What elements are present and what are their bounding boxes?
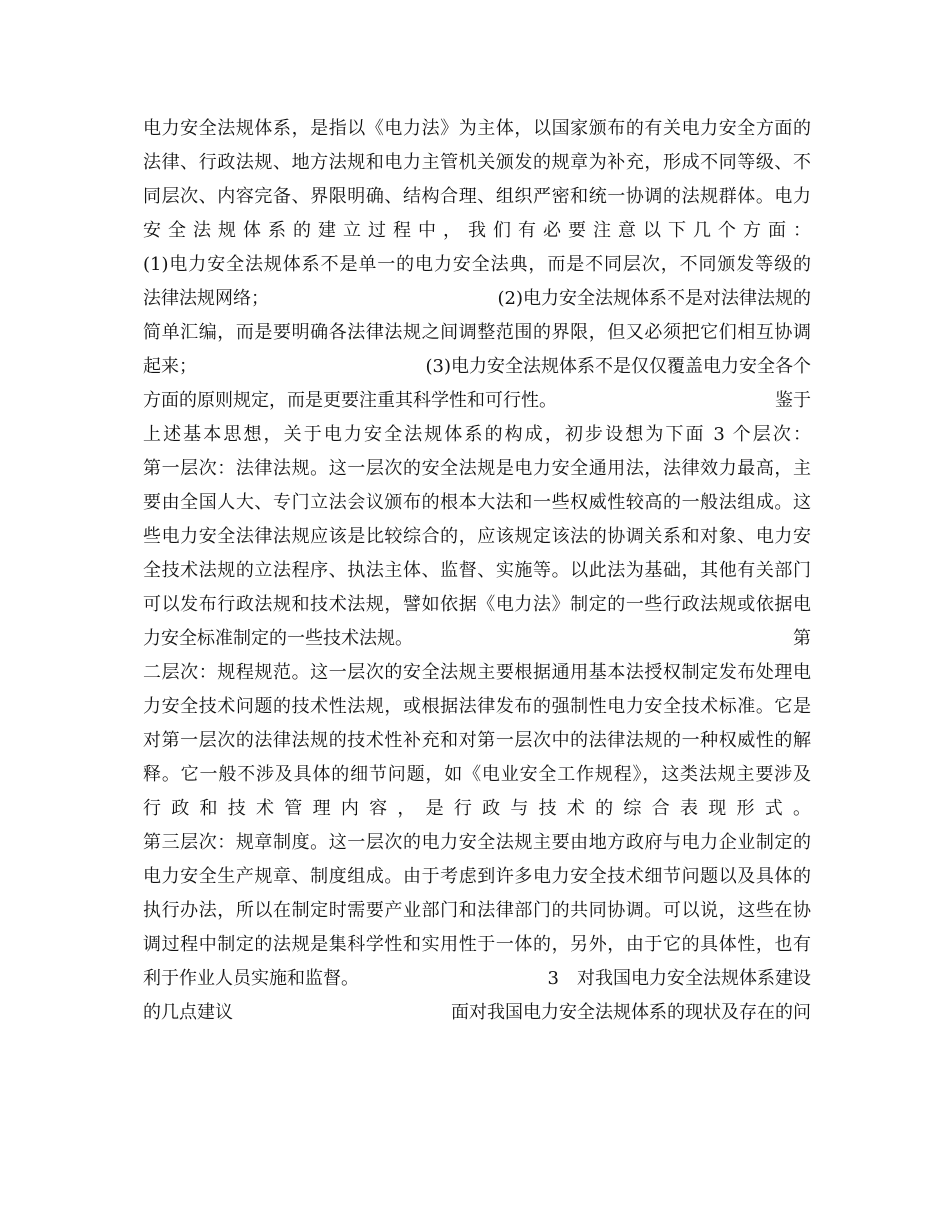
text-segment: 面对我国电力安全法规体系的现状及存在的问 — [451, 1002, 811, 1023]
text-line: 二层次：规程规范。这一层次的安全法规主要根据通用基本法授权制定发布处理电 — [143, 662, 811, 683]
text-line — [143, 384, 811, 418]
text-line — [143, 622, 811, 656]
text-line: 电力安全法规体系，是指以《电力法》为主体，以国家颁布的有关电力安全方面的 — [143, 118, 811, 139]
text-line: 第三层次：规章制度。这一层次的电力安全法规主要由地方政府与电力企业制定的 — [143, 832, 811, 853]
text-line — [143, 282, 811, 316]
text-segment: 的几点建议 — [143, 1002, 233, 1023]
text-segment: 起来； — [143, 356, 197, 377]
text-line: 上述基本思想，关于电力安全法规体系的构成，初步设想为下面 3 个层次： — [143, 424, 811, 445]
text-line — [143, 962, 811, 996]
text-line: 些电力安全法律法规应该是比较综合的，应该规定该法的协调关系和对象、电力安 — [143, 526, 811, 547]
text-segment: 法律法规网络； — [143, 288, 269, 309]
text-line — [143, 996, 811, 1030]
text-line: 释。它一般不涉及具体的细节问题，如《电业安全工作规程》，这类法规主要涉及 — [143, 764, 811, 785]
text-line: 同层次、内容完备、界限明确、结构合理、组织严密和统一协调的法规群体。电力 — [143, 186, 811, 207]
text-segment: 力安全标准制定的一些技术法规。 — [143, 628, 413, 649]
text-line: 力安全技术问题的技术性法规，或根据法律发布的强制性电力安全技术标准。它是 — [143, 696, 811, 717]
text-segment: (3)电力安全法规体系不是仅仅覆盖电力安全各个 — [425, 356, 811, 377]
text-line: 简单汇编，而是要明确各法律法规之间调整范围的界限，但又必须把它们相互协调 — [143, 322, 811, 343]
text-line: (1)电力安全法规体系不是单一的电力安全法典，而是不同层次，不同颁发等级的 — [143, 254, 811, 275]
text-line: 对第一层次的法律法规的技术性补充和对第一层次中的法律法规的一种权威性的解 — [143, 730, 811, 751]
text-line: 可以发布行政法规和技术法规，譬如依据《电力法》制定的一些行政法规或依据电 — [143, 594, 811, 615]
text-line: 行政和技术管理内容，是行政与技术的综合表现形式。 — [143, 798, 811, 819]
text-line: 全技术法规的立法程序、执法主体、监督、实施等。以此法为基础，其他有关部门 — [143, 560, 811, 581]
text-line: 第一层次：法律法规。这一层次的安全法规是电力安全通用法，法律效力最高，主 — [143, 458, 811, 479]
text-segment: 3 对我国电力安全法规体系建设 — [547, 968, 811, 989]
text-line: 执行办法，所以在制定时需要产业部门和法律部门的共同协调。可以说，这些在协 — [143, 900, 811, 921]
text-segment: 方面的原则规定，而是更要注重其科学性和可行性。 — [143, 390, 557, 411]
text-line — [143, 350, 811, 384]
body-text — [143, 112, 811, 1030]
text-line: 电力安全生产规章、制度组成。由于考虑到许多电力安全技术细节问题以及具体的 — [143, 866, 811, 887]
text-line: 安全法规体系的建立过程中，我们有必要注意以下几个方面： — [143, 220, 811, 241]
text-segment: 利于作业人员实施和监督。 — [143, 968, 359, 989]
text-line: 要由全国人大、专门立法会议颁布的根本大法和一些权威性较高的一般法组成。这 — [143, 492, 811, 513]
text-segment: (2)电力安全法规体系不是对法律法规的 — [497, 288, 811, 309]
text-segment: 鉴于 — [775, 390, 811, 411]
text-line: 调过程中制定的法规是集科学性和实用性于一体的，另外，由于它的具体性，也有 — [143, 934, 811, 955]
text-line: 法律、行政法规、地方法规和电力主管机关颁发的规章为补充，形成不同等级、不 — [143, 152, 811, 173]
text-segment: 第 — [793, 628, 811, 649]
